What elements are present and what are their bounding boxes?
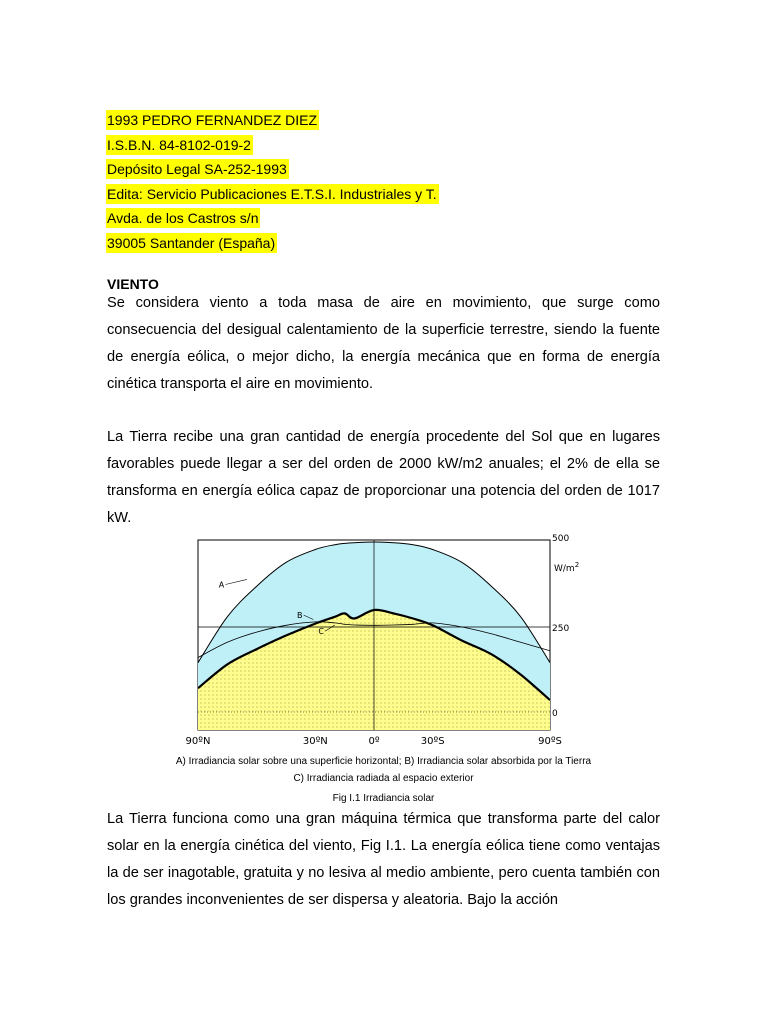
irradiance-chart: [180, 530, 590, 750]
publication-info-line: Avda. de los Castros s/n: [107, 210, 259, 227]
x-tick-label: 0º: [368, 736, 380, 747]
y-tick-label: 250: [552, 624, 570, 634]
figure-caption-legend-ab: A) Irradiancia solar sobre una superficie horizontal; B) Irradiancia solar absorbida por la Tierra: [175, 756, 592, 767]
y-tick-label: 0: [552, 709, 558, 719]
section-heading: VIENTO: [107, 276, 159, 292]
figure-caption-legend-c: C) Irradiancia radiada al espacio exterior: [293, 773, 474, 784]
y-tick-label: 500: [552, 534, 570, 544]
publication-info-line: 1993 PEDRO FERNANDEZ DIEZ: [107, 112, 318, 128]
x-tick-label: 90ºS: [538, 736, 562, 747]
paragraph-3: La Tierra funciona como una gran máquina térmica que transforma parte del calor solar en la energía cinética del viento, Fig I.1. La energía eólica tiene como ventajas la de ser inagotable, gratuita y no lesiva al medio ambiente, pero cuenta también con los grandes inconvenientes de ser dispersa y aleatoria. Bajo la acción: [107, 811, 660, 908]
publication-info-line: 39005 Santander (España): [107, 234, 276, 251]
x-tick-label: 30ºS: [420, 736, 445, 747]
paragraph-2: La Tierra recibe una gran cantidad de energía procedente del Sol que en lugares favorables puede llegar a ser del orden de 2000 kW/m2 anuales; el 2% de ella se transforma en energía eólica capaz de proporcionar una potencia del orden de 1017 kW.: [107, 429, 660, 526]
curve-label-b: B: [296, 611, 303, 621]
curve-label-c: C: [318, 627, 324, 637]
publication-info-line: Depósito Legal SA-252-1993: [107, 161, 287, 178]
y-unit-label: $W/m^2$: [554, 561, 580, 574]
figure-caption-title: Fig I.1 Irradiancia solar: [332, 793, 435, 804]
x-tick-label: 30ºN: [302, 736, 328, 747]
irradiance-figure: [180, 530, 590, 750]
publication-info-line: I.S.B.N. 84-8102-019-2: [107, 136, 251, 153]
x-tick-label: 90ºN: [185, 736, 211, 747]
paragraph-1: Se considera viento a toda masa de aire en movimiento, que surge como consecuencia del desigual calentamiento de la superficie terrestre, siendo la fuente de energía eólica, o mejor dicho, la energía mecánica que en forma de energía cinética transporta el aire en movimiento.: [107, 295, 660, 392]
publication-info-block: [106, 110, 439, 258]
publication-info-line: Edita: Servicio Publicaciones E.T.S.I. Industriales y T.: [107, 185, 437, 202]
curve-label-a: A: [218, 580, 225, 590]
